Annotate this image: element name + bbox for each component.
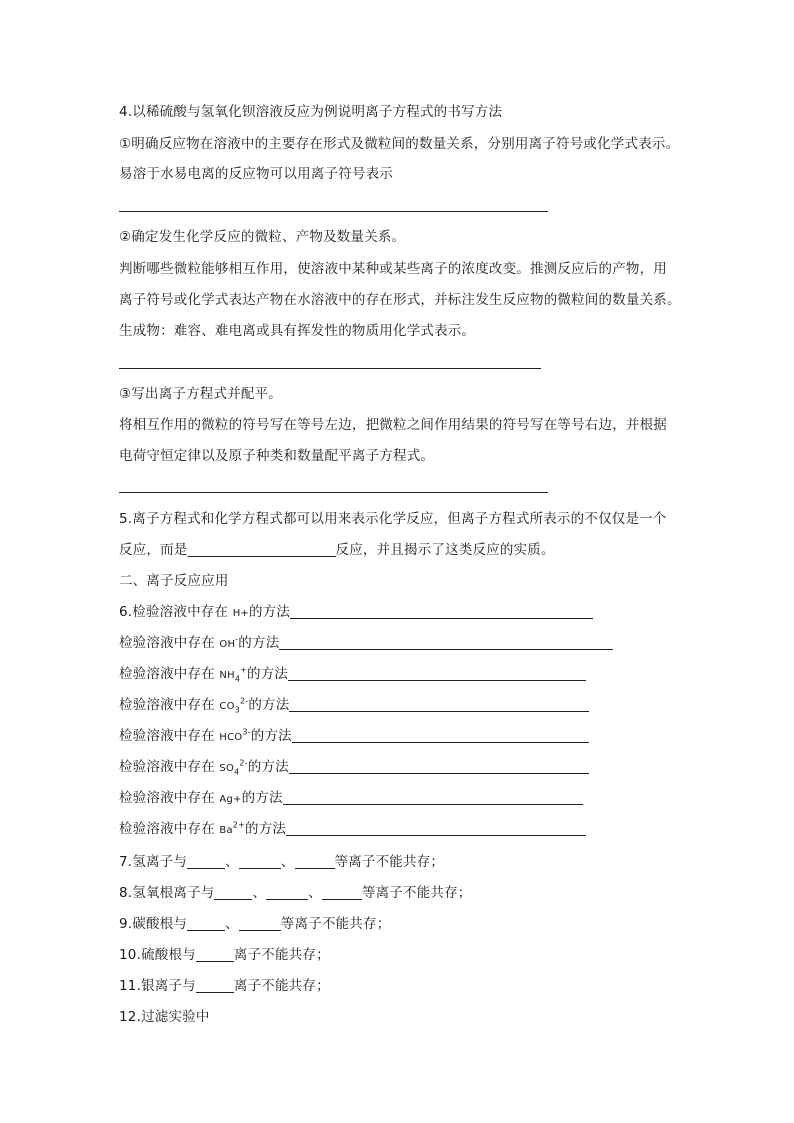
item7-blank-2[interactable] bbox=[239, 854, 281, 869]
step2-title: ②确定发生化学反应的微粒、产物及数量关系。 bbox=[119, 229, 406, 245]
item8-blank-2[interactable] bbox=[266, 885, 308, 900]
item7-blank-3[interactable] bbox=[295, 854, 335, 869]
item10: 10.硫酸根与 离子不能共存； bbox=[119, 947, 330, 963]
step3-text-2: 电荷守恒定律以及原子种类和数量配平离子方程式。 bbox=[119, 448, 435, 464]
item11-blank[interactable] bbox=[196, 978, 234, 993]
item8: 8.氢氧根离子与 、 、 等离子不能共存； bbox=[119, 885, 472, 901]
test-ag-blank[interactable] bbox=[283, 790, 583, 805]
item5-text-2: 反应，而是 反应，并且揭示了这类反应的实质。 bbox=[119, 542, 555, 558]
step3-title: ③写出离子方程式并配平。 bbox=[119, 386, 283, 402]
test-co3: 检验溶液中存在 $CO_3^{2-}$的方法 bbox=[119, 696, 589, 716]
step1-text-2: 易溶于水易电离的反应物可以用离子符号表示 bbox=[119, 166, 393, 182]
test-nh4: 检验溶液中存在 $NH_4^+$的方法 bbox=[119, 665, 586, 685]
test-h-blank[interactable] bbox=[290, 604, 593, 619]
test-oh-blank[interactable] bbox=[279, 635, 613, 650]
item5-text-1: 5.离子方程式和化学方程式都可以用来表示化学反应，但离子方程式所表示的不仅仅是一个 bbox=[119, 511, 667, 527]
item7: 7.氢离子与 、 、 等离子不能共存； bbox=[119, 854, 445, 870]
item5-blank[interactable] bbox=[188, 542, 336, 557]
item8-blank-3[interactable] bbox=[322, 885, 362, 900]
item7-blank-1[interactable] bbox=[187, 854, 225, 869]
item4-title: 4.以稀硫酸与氢氧化钡溶液反应为例说明离子方程式的书写方法 bbox=[119, 104, 503, 120]
step1-text-1: ①明确反应物在溶液中的主要存在形式及微粒间的数量关系，分别用离子符号或化学式表示。 bbox=[119, 136, 680, 152]
answer-line-3[interactable] bbox=[119, 492, 548, 493]
answer-line-1[interactable] bbox=[119, 211, 548, 212]
answer-line-2[interactable] bbox=[119, 368, 541, 369]
item6-h: 6.检验溶液中存在 H+的方法 bbox=[119, 603, 593, 623]
item10-blank[interactable] bbox=[196, 947, 234, 962]
step2-text-3: 生成物：难容、难电离或具有挥发性的物质用化学式表示。 bbox=[119, 323, 476, 339]
step2-text-1: 判断哪些微粒能够相互作用，使溶液中某种或某些离子的浓度改变。推测反应后的产物，用 bbox=[119, 261, 667, 277]
test-hco3-blank[interactable] bbox=[292, 728, 589, 743]
item9: 9.碳酸根与 、 等离子不能共存； bbox=[119, 916, 391, 932]
item11: 11.银离子与 离子不能共存； bbox=[119, 978, 330, 994]
step3-text-1: 将相互作用的微粒的符号写在等号左边，把微粒之间作用结果的符号写在等号右边，并根据 bbox=[119, 417, 667, 433]
test-nh4-blank[interactable] bbox=[288, 666, 586, 681]
test-so4: 检验溶液中存在 $SO_4^{2-}$的方法 bbox=[119, 758, 589, 778]
test-ba: 检验溶液中存在 $Ba^{2+}$的方法 bbox=[119, 820, 586, 840]
test-ba-blank[interactable] bbox=[286, 821, 586, 836]
item9-blank-1[interactable] bbox=[187, 916, 225, 931]
step2-text-2: 离子符号或化学式表达产物在水溶液中的存在形式，并标注发生反应物的微粒间的数量关系。 bbox=[119, 292, 681, 308]
test-co3-blank[interactable] bbox=[289, 697, 589, 712]
test-hco3: 检验溶液中存在 $HCO^{3-}$的方法 bbox=[119, 727, 589, 747]
test-oh: 检验溶液中存在 OH-的方法 bbox=[119, 634, 613, 654]
item12: 12.过滤实验中 bbox=[119, 1009, 210, 1025]
test-ag: 检验溶液中存在 Ag+的方法 bbox=[119, 789, 583, 809]
test-so4-blank[interactable] bbox=[289, 759, 589, 774]
section-heading: 二、离子反应应用 bbox=[119, 573, 229, 589]
item8-blank-1[interactable] bbox=[214, 885, 252, 900]
item9-blank-2[interactable] bbox=[239, 916, 281, 931]
